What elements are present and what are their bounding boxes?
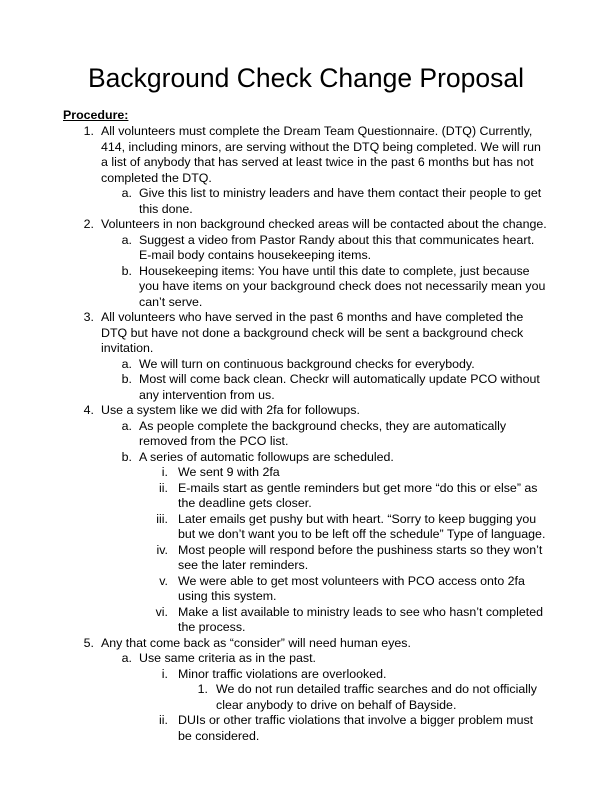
item-4bv-line: using this system. xyxy=(178,589,277,603)
item-4-line: Use a system like we did with 2fa for followups. xyxy=(101,403,360,417)
item-3a-marker: a. xyxy=(121,357,132,371)
item-5ai1-line: clear anybody to drive on behalf of Bayside. xyxy=(216,698,457,712)
document-title: Background Check Change Proposal xyxy=(87,63,525,93)
item-2-line: Volunteers in non background checked areas will be contacted about the change. xyxy=(101,217,547,231)
item-4bi-line: We sent 9 with 2fa xyxy=(178,465,280,479)
item-1-line: All volunteers must complete the Dream Team Questionnaire. (DTQ) Currently, xyxy=(101,124,533,138)
item-2b-line: can’t serve. xyxy=(139,295,203,309)
item-2-marker: 2. xyxy=(83,217,94,231)
item-4biv-marker: iv. xyxy=(156,543,168,557)
item-5a-marker: a. xyxy=(121,651,132,665)
item-5aii-line: be considered. xyxy=(178,729,260,743)
item-3a-line: We will turn on continuous background checks for everybody. xyxy=(139,357,475,371)
item-4a-line: removed from the PCO list. xyxy=(139,434,289,448)
item-4bvi-marker: vi. xyxy=(155,605,168,619)
item-4biv-line: see the later reminders. xyxy=(178,558,309,572)
item-1a-marker: a. xyxy=(121,186,132,200)
item-4b-marker: b. xyxy=(121,450,132,464)
item-5ai-line: Minor traffic violations are overlooked. xyxy=(178,667,387,681)
item-3-marker: 3. xyxy=(83,310,94,324)
item-4bi-marker: i. xyxy=(161,465,168,479)
item-3-line: All volunteers who have served in the past 6 months and have completed the xyxy=(101,310,524,324)
item-3-line: invitation. xyxy=(101,341,154,355)
item-1a-line: Give this list to ministry leaders and have them contact their people to get xyxy=(139,186,542,200)
item-1-line: completed the DTQ. xyxy=(101,171,212,185)
item-4biii-line: Later emails get pushy but with heart. “Sorry to keep bugging you xyxy=(178,512,537,526)
item-5aii-line: DUIs or other traffic violations that involve a bigger problem must xyxy=(178,713,534,727)
item-4bvi-line: Make a list available to ministry leads to see who hasn’t completed xyxy=(178,605,544,619)
item-2a-line: E-mail body contains housekeeping items. xyxy=(139,248,372,262)
item-5ai1-marker: 1. xyxy=(197,682,208,696)
item-4biii-line: but we don’t want you to be left off the schedule” Type of language. xyxy=(178,527,546,541)
item-5a-line: Use same criteria as in the past. xyxy=(139,651,316,665)
item-5-marker: 5. xyxy=(83,636,94,650)
procedure-heading: Procedure: xyxy=(63,108,129,122)
item-5ai-marker: i. xyxy=(161,667,168,681)
item-2a-marker: a. xyxy=(121,233,132,247)
item-4b-line: A series of automatic followups are scheduled. xyxy=(139,450,394,464)
item-4a-line: As people complete the background checks, they are automatically xyxy=(139,419,507,433)
item-4-marker: 4. xyxy=(83,403,94,417)
item-4bvi-line: the process. xyxy=(178,620,246,634)
item-4biv-line: Most people will respond before the pushiness starts so they won’t xyxy=(178,543,543,557)
item-5aii-marker: ii. xyxy=(159,713,168,727)
item-1-marker: 1. xyxy=(83,124,94,138)
item-4bv-line: We were able to get most volunteers with PCO access onto 2fa xyxy=(178,574,525,588)
item-1a-line: this done. xyxy=(139,202,193,216)
item-3-line: DTQ but have not done a background check will be sent a background check xyxy=(101,326,524,340)
item-2b-line: you have items on your background check does not necessarily mean you xyxy=(139,279,546,293)
item-5ai1-line: We do not run detailed traffic searches and do not officially xyxy=(216,682,537,696)
item-3b-line: any intervention from us. xyxy=(139,388,275,402)
item-4bv-marker: v. xyxy=(159,574,168,588)
item-1-line: 414, including minors, are serving without the DTQ being completed. We will run xyxy=(101,140,541,154)
item-2a-line: Suggest a video from Pastor Randy about this that communicates heart. xyxy=(139,233,535,247)
item-2b-line: Housekeeping items: You have until this date to complete, just because xyxy=(139,264,530,278)
item-4bii-marker: ii. xyxy=(159,481,168,495)
item-1-line: a list of anybody that has served at least twice in the past 6 months but has not xyxy=(101,155,534,169)
item-4a-marker: a. xyxy=(121,419,132,433)
item-5-line: Any that come back as “consider” will need human eyes. xyxy=(101,636,411,650)
item-4bii-line: the deadline gets closer. xyxy=(178,496,312,510)
item-2b-marker: b. xyxy=(121,264,132,278)
item-3b-marker: b. xyxy=(121,372,132,386)
item-3b-line: Most will come back clean. Checkr will automatically update PCO without xyxy=(139,372,540,386)
item-4bii-line: E-mails start as gentle reminders but get more “do this or else” as xyxy=(178,481,538,495)
item-4biii-marker: iii. xyxy=(156,512,168,526)
